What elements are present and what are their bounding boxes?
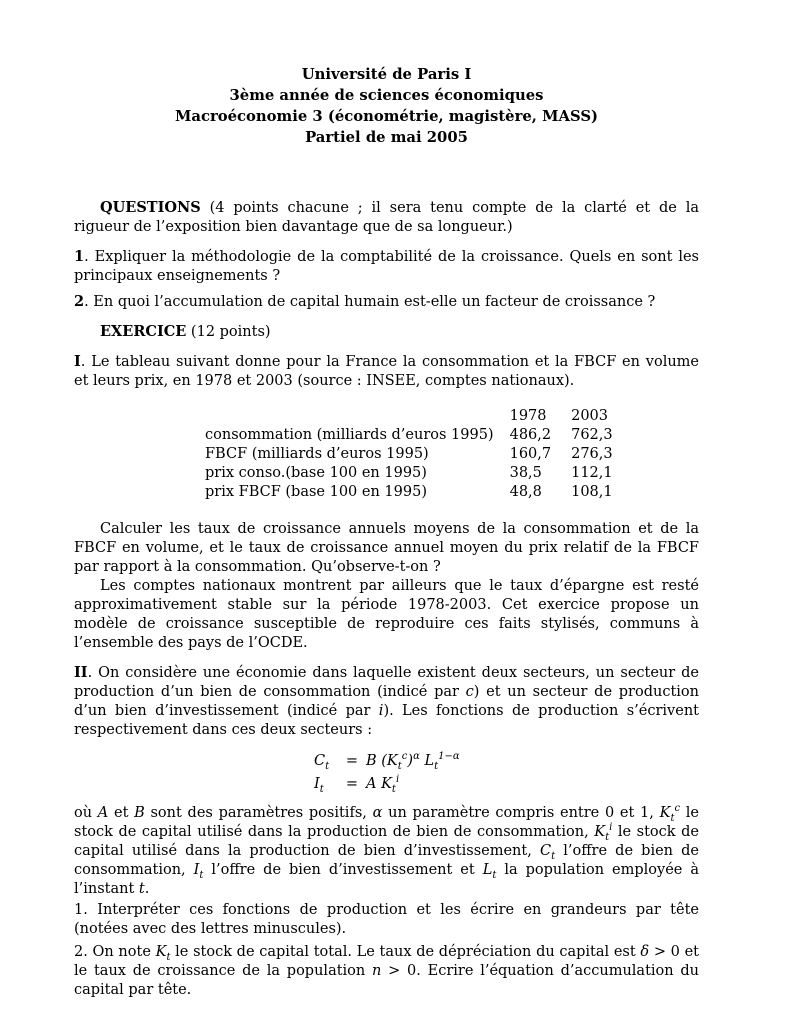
header-year: 3ème année de sciences économiques: [229, 87, 544, 104]
part-2-intro: II. On considère une économie dans laquelle existent deux secteurs, un secteur de production d’un bien de consommation (indicé par c) et un secteur de production d’un bien d’investissement (indicé par i). Les fonctions de production s’écrivent respectivement dans ces deux secteurs :: [74, 664, 699, 738]
part-1-intro: I. Le tableau suivant donne pour la France la consommation et la FBCF en volume et leurs prix, en 1978 et 2003 (source : INSEE, comptes nationaux).: [74, 353, 699, 389]
questions-title: QUESTIONS: [100, 199, 201, 216]
table-col-2003: 2003: [571, 408, 609, 424]
question-1: 1. Expliquer la méthodologie de la comptabilité de la croissance. Quels en sont les principaux enseignements ?: [74, 248, 699, 284]
table-row: prix conso.(base 100 en 1995) 38,5 112,1: [205, 465, 613, 481]
calc-paragraph: Calculer les taux de croissance annuels moyens de la consommation et de la FBCF en volume, et le taux de croissance annuel moyen du prix relatif de la FBCF par rapport à la consommation. Qu’observe-t-on ?: [74, 521, 699, 575]
table-header-row: [205, 407, 623, 426]
comptes-paragraph: Les comptes nationaux montrent par ailleurs que le taux d’épargne est resté approximativement stable sur la période 1978-2003. Cet exercice propose un modèle de croissance susceptible de reproduire ces faits stylisés, communs à l’ensemble des pays de l’OCDE.: [74, 578, 699, 651]
question-2: 2. En quoi l’accumulation de capital humain est-elle un facteur de croissance ?: [74, 293, 656, 310]
exercice-heading: EXERCICE (12 points): [100, 323, 271, 340]
parameters-paragraph: où A et B sont des paramètres positifs, α un paramètre compris entre 0 et 1, $K_t^c$ le stock de capital utilisé dans la production de bien de consommation, $K_t^i$ le stock de capital utilisé dans la production de bien d’investissement, $C_t$ l’offre de bien de consommation, $I_t$ l’offre de bien d’investissement et $L_t$ la population employée à l’instant t.: [74, 803, 700, 897]
questions-intro: QUESTIONS (4 points chacune ; il sera tenu compte de la clarté et de la rigueur de l’exposition bien davantage que de sa longueur.): [74, 199, 699, 235]
document-page: [74, 64, 699, 1000]
production-equations: [314, 750, 699, 796]
equation-consumption: $C_t = B$ $(K_t^c)^\alpha$ $L_t^{1-\alpha}$: [314, 751, 460, 772]
table-row: FBCF (milliards d’euros 1995) 160,7 276,3: [205, 446, 613, 462]
question-ii-2: 2. On note $K_t$ le stock de capital total. Le taux de dépréciation du capital est δ > 0 et le taux de croissance de la population n > 0. Ecrire l’équation d’accumulation du capital par tête.: [74, 944, 699, 998]
document-header: [74, 64, 699, 148]
header-course: Macroéconomie 3 (économétrie, magistère, MASS): [174, 108, 599, 125]
table-row: consommation (milliards d’euros 1995) 486,2 762,3: [205, 427, 613, 443]
data-table: [205, 407, 623, 502]
table-row: prix FBCF (base 100 en 1995) 48,8 108,1: [205, 484, 613, 500]
header-university: Université de Paris I: [301, 66, 472, 83]
question-ii-1: 1. Interpréter ces fonctions de production et les écrire en grandeurs par tête (notées avec des lettres minuscules).: [74, 902, 699, 937]
equation-investment: $I_t = A$ $K_t^i$: [314, 774, 400, 795]
table-col-1978: 1978: [509, 408, 547, 424]
header-exam: Partiel de mai 2005: [305, 129, 468, 146]
